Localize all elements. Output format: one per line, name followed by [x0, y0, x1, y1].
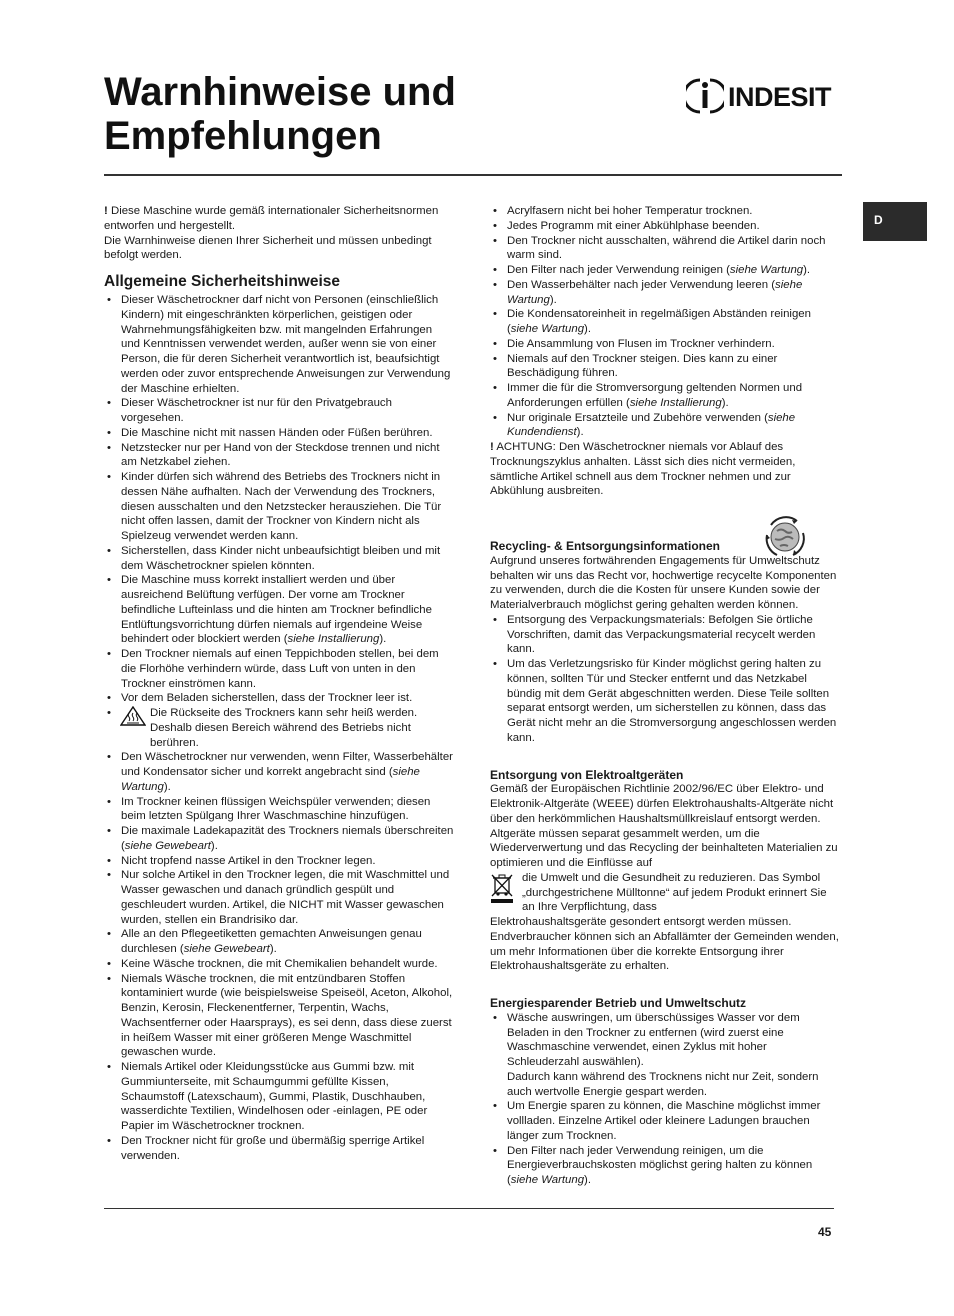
- cross-reference: siehe Wartung: [507, 278, 803, 306]
- warning-mark: !: [490, 441, 494, 453]
- list-item: • Entsorgung des Verpackungsmaterials: Befolgen Sie örtliche Vorschriften, damit das Verpackungsmaterial recycelt werden kann.: [490, 613, 840, 657]
- section-title-general-safety: Allgemeine Sicherheitshinweise: [104, 273, 341, 290]
- list-item-text: Nur originale Ersatzteile und Zubehöre verwenden (: [507, 411, 768, 424]
- recycling-text: Aufgrund unseres fortwährenden Engagements für Umweltschutz behalten wir uns das Recht vor, hochwertige recycelte Komponenten zu verwenden, durch die die Kosten für unsere Kunden sowie der Materialverbrauch möglichst gering gehalten werden können.: [490, 554, 837, 611]
- list-item: [490, 411, 840, 441]
- brand-logo-mark-icon: [686, 76, 724, 116]
- left-column: [104, 204, 454, 1163]
- right-column: [490, 204, 840, 1188]
- cross-reference: siehe Gewebeart: [183, 943, 270, 955]
- page-title-line-2: Empfehlungen: [104, 114, 382, 158]
- list-item: • Den Trockner nicht ausschalten, während die Artikel darin noch warm sind.: [490, 234, 840, 264]
- list-item-text: Alle an den Pflegeetiketten gemachten Anweisungen genau durchlesen (: [121, 928, 422, 955]
- list-item: • Nicht tropfend nasse Artikel in den Trockner legen.: [104, 854, 454, 869]
- weee-symbol-block: [490, 871, 840, 915]
- section-title-recycling-text: Recycling- & Entsorgungsinformationen: [490, 539, 721, 553]
- list-item: [490, 1011, 840, 1100]
- cross-reference: siehe Wartung: [121, 766, 420, 793]
- list-item: [490, 381, 840, 411]
- intro-text-2: Die Warnhinweise dienen Ihrer Sicherheit und müssen unbedingt befolgt werden.: [104, 234, 432, 262]
- energy-list: [490, 1011, 840, 1188]
- list-item-text-continued: Dadurch kann während des Trocknens nicht nur Zeit, sondern auch wertvolle Energie gespart werden.: [507, 1070, 819, 1098]
- cross-reference: siehe Wartung: [510, 323, 585, 335]
- list-item: • Vor dem Beladen sicherstellen, dass der Trockner leer ist.: [104, 691, 454, 706]
- list-item: • Den Trockner niemals auf einen Teppichboden stellen, bei dem die Florhöhe verhindern würde, dass Luft von unten in den Trockner einströmen kann.: [104, 647, 454, 691]
- list-item: [104, 750, 454, 794]
- list-item: • Um das Verletzungsrisko für Kinder möglichst gering halten zu können, sollten Tür und Stecker entfernt und das Netzkabel bündig mit dem Gerät abgeschnitten werden. Diese Teile sollten separat entsorgt werden, um sicherstellen zu können, dass das Gerät nicht mehr an die Stromversorgung angeschlossen werden kann.: [490, 657, 840, 746]
- cross-reference: siehe Installierung: [629, 396, 722, 409]
- list-item: • Acrylfasern nicht bei hoher Temperatur trocknen.: [490, 204, 840, 219]
- brand-logo: [686, 76, 846, 116]
- list-item: [490, 278, 840, 308]
- list-item: • Im Trockner keinen flüssigen Weichspüler verwenden; diesen beim letzten Spülgang Ihrer Waschmaschine hinzufügen.: [104, 795, 454, 825]
- footer-divider: [104, 1208, 834, 1209]
- list-item: [104, 824, 454, 854]
- spacer: [490, 746, 840, 768]
- recycling-list: [490, 613, 840, 746]
- list-item: [490, 307, 840, 337]
- list-item: • Niemals auf den Trockner steigen. Dies kann zu einer Beschädigung führen.: [490, 352, 840, 382]
- list-item-text: Den Wasserbehälter nach jeder Verwendung leeren (: [507, 278, 776, 291]
- list-item: • Um Energie sparen zu können, die Maschine möglichst immer vollladen. Einzelne Artikel oder kleinere Ladungen brauchen länger zum Trocknen.: [490, 1099, 840, 1143]
- weee-text-2: die Umwelt und die Gesundheit zu reduzieren. Das Symbol „durchgestrichene Mülltonne“ auf jedem Produkt erinnert Sie an Ihre Verpflichtung, dass: [522, 871, 827, 914]
- section-title-recycling: [490, 539, 840, 554]
- spacer: [490, 974, 840, 996]
- list-item: • Jedes Programm mit einer Abkühlphase beenden.: [490, 219, 840, 234]
- cross-reference: siehe Wartung: [729, 264, 804, 276]
- header-divider: [104, 174, 842, 176]
- attention-text: ACHTUNG: Den Wäschetrockner niemals vor Ablauf des Trocknungszyklus anhalten. Lässt sich dies nicht vermeiden, sämtliche Artikel schnell aus dem Trockner nehmen und zur Abkühlung ausbreiten.: [490, 441, 796, 498]
- list-item: • Die Ansammlung von Flusen im Trockner verhindern.: [490, 337, 840, 352]
- section-title-energy: Energiesparender Betrieb und Umweltschutz: [490, 996, 747, 1010]
- page-title: [104, 70, 624, 158]
- recycling-globe-icon: [763, 515, 807, 559]
- list-item-text-end: ).: [721, 396, 729, 409]
- list-item: • Nur solche Artikel in den Trockner legen, die mit Waschmittel und Wasser gewaschen und danach gründlich gespült und geschleudert wurden. Artikel, die NICHT mit Wasser gewaschen wurden, stellen ein Brandrisiko dar.: [104, 868, 454, 927]
- section-title-weee: Entsorgung von Elektroaltgeräten: [490, 767, 684, 782]
- list-item: • Niemals Artikel oder Kleidungsstücke aus Gummi bzw. mit Gummiunterseite, mit Schaumgummi gefüllte Kissen, Schaumstoff (Latexschaum), Gummi, Plastik, Duschhauben, wasserdichte Textilien, Windelhosen oder -einlagen, PE oder Papier im Wäschetrockner trocknen.: [104, 1060, 454, 1134]
- list-item-text-end: ).: [549, 293, 557, 306]
- intro-paragraph: [104, 204, 454, 234]
- list-item: • Kinder dürfen sich während des Betriebs des Trockners nicht in dessen Nähe aufhalten. Nach der Verwendung des Trockners, diesen ausschalten und den Netzstecker herausziehen. Die Tür nicht offen lassen, damit der Trockner von Kindern nicht als Spielzeug verwendet werden kann.: [104, 470, 454, 544]
- list-item-text: Den Filter nach jeder Verwendung reinigen, um die Energieverbrauchskosten möglichst gering halten zu können (: [507, 1144, 813, 1186]
- warning-mark: !: [104, 205, 108, 217]
- list-item-text-end: ).: [210, 839, 218, 852]
- list-item-text-end: ).: [163, 780, 171, 793]
- list-item: • Keine Wäsche trocknen, die mit Chemikalien behandelt wurde.: [104, 957, 454, 972]
- weee-text-1: Gemäß der Europäischen Richtlinie 2002/96/EC über Elektro- und Elektronik-Altgeräte (WEEE) dürfen Elektrohaushalts-Altgeräte nicht über den herkömmlichen Haushaltsmüllkreislauf entsorgt werden. Altgeräte müssen separat gesammelt werden, um die Wiederverwertung und das Recycling der beinhalteten Materialien zu optimieren und die Einflüsse auf: [490, 783, 838, 869]
- language-tab-label: D: [874, 213, 883, 227]
- page-title-line-1: Warnhinweise und: [104, 70, 456, 114]
- list-item: • Dieser Wäschetrockner darf nicht von Personen (einschließlich Kindern) mit eingeschränkten körperlichen, geistigen oder Wahrnehmungsfähigkeiten bzw. mit mangelnden Erfahrungen und Kenntnissen verwendet werden, außer wenn sie von einer Person, die für deren Sicherheit verantwortlich ist, beaufsichtigt werden oder zuvor entsprechende Anweisungen zur Verwendung der Maschine erhielten.: [104, 293, 454, 396]
- list-item: • Den Trockner nicht für große und übermäßig sperrige Artikel verwenden.: [104, 1134, 454, 1164]
- list-item: [490, 1144, 840, 1188]
- list-item-text: Den Wäschetrockner nur verwenden, wenn Filter, Wasserbehälter und Kondensator sicher und korrekt angebracht sind (: [121, 751, 453, 778]
- list-item: [490, 263, 840, 278]
- safety-list: [104, 293, 454, 1163]
- safety-list-continued: [490, 204, 840, 440]
- language-tab: [863, 202, 927, 241]
- hot-surface-warning-icon: [120, 706, 146, 726]
- weee-text-3: Elektrohaushaltsgeräte gesondert entsorgt werden müssen. Endverbraucher können sich an Abfallämter der Gemeinden wenden, um mehr Informationen über die korrekte Entsorgung ihrer Elektrohaushaltsgeräte zu erhalten.: [490, 916, 839, 973]
- list-item-text-end: ).: [584, 1174, 592, 1186]
- list-item-text-end: ).: [803, 264, 811, 276]
- list-item-text: Die Kondensatoreinheit in regelmäßigen Abständen reinigen (: [507, 308, 811, 335]
- list-item: • Netzstecker nur per Hand von der Steckdose trennen und nicht am Netzkabel ziehen.: [104, 441, 454, 471]
- list-item: • Die Maschine nicht mit nassen Händen oder Füßen berühren.: [104, 426, 454, 441]
- page-number: 45: [818, 1225, 832, 1239]
- list-item-text: Die maximale Ladekapazität des Trockners niemals überschreiten (: [121, 825, 454, 852]
- list-item: • Dieser Wäschetrockner ist nur für den Privatgebrauch vorgesehen.: [104, 396, 454, 426]
- cross-reference: siehe Wartung: [510, 1174, 585, 1186]
- crossed-out-bin-icon: [490, 873, 514, 903]
- list-item-text-end: ).: [576, 426, 584, 439]
- list-item-text-end: ).: [584, 323, 592, 335]
- list-item: [104, 927, 454, 957]
- attention-paragraph: [490, 440, 840, 499]
- list-item-text: Den Filter nach jeder Verwendung reinigen (: [507, 264, 730, 276]
- list-item-text: Immer die für die Stromversorgung geltenden Normen und Anforderungen erfüllen (: [507, 382, 803, 409]
- list-item-text-end: ).: [269, 943, 277, 955]
- list-item: • Sicherstellen, dass Kinder nicht unbeaufsichtigt bleiben und mit dem Wäschetrockner spielen könnten.: [104, 544, 454, 574]
- list-item-text: Die Rückseite des Trockners kann sehr heiß werden. Deshalb diesen Bereich während des Betriebs nicht berühren.: [150, 707, 418, 749]
- cross-reference: siehe Kundendienst: [507, 411, 796, 439]
- intro-text-1: Diese Maschine wurde gemäß internationaler Sicherheitsnormen entworfen und hergestellt.: [104, 205, 439, 232]
- list-item-text: Die Maschine muss korrekt installiert werden und über ausreichend Belüftung verfügen. Der vorne am Trockner befindliche Lufteinlass und die hinten am Trockner befindliche Entlüftungsvorrichtung dürfen niemals auf irgendeine Weise behindert oder blockiert werden (: [121, 574, 432, 646]
- brand-logo-text: INDESIT: [728, 82, 832, 112]
- cross-reference: siehe Gewebeart: [124, 839, 211, 852]
- list-item: • Niemals Wäsche trocknen, die mit entzündbaren Stoffen kontaminiert wurde (wie beispielsweise Speiseöl, Aceton, Alkohol, Benzin, Kerosin, Fleckenentferner, Terpentin, Wachs, Wachsentferner oder Haarsprays), es sei denn, dass diese zuerst in heißem Wasser mit einer größeren Menge Waschmittel gewaschen wurde.: [104, 972, 454, 1061]
- cross-reference: siehe Installierung: [287, 633, 380, 646]
- list-item-hot-surface: [104, 706, 454, 750]
- list-item-text-end: ).: [379, 633, 387, 646]
- list-item-text: Wäsche auswringen, um überschüssiges Wasser vor dem Beladen in den Trockner zu entfernen (wird zuerst eine Waschmaschine verwendet, einen Zyklus mit hoher Schleuderzahl auswählen).: [507, 1011, 800, 1068]
- list-item: [104, 573, 454, 647]
